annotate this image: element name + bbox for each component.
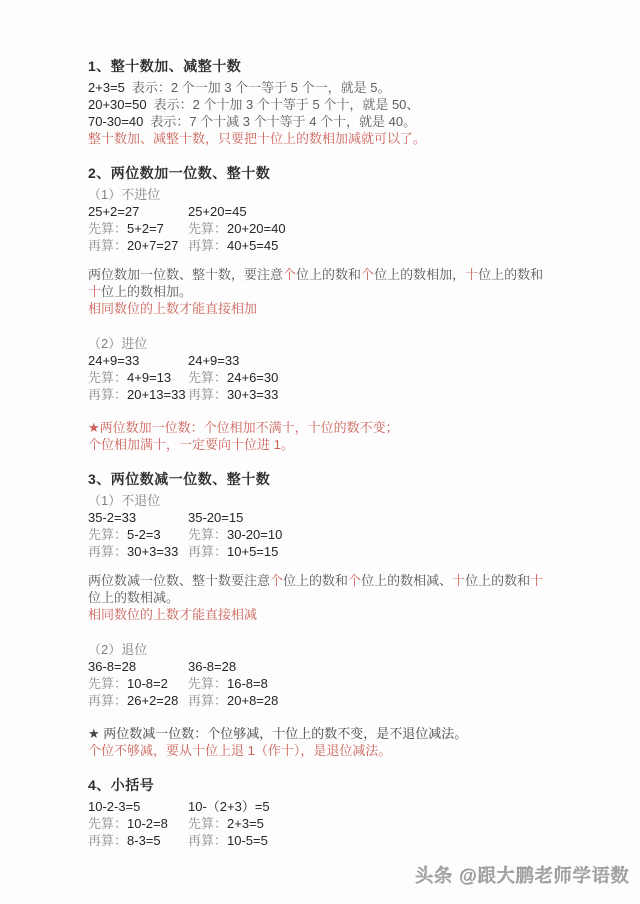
- equation-text: 30+3=33: [127, 544, 179, 559]
- equation-row: [88, 352, 558, 369]
- step-label: 先算：: [88, 676, 128, 691]
- equation-text: 35-20=15: [188, 510, 244, 525]
- equation-text: 20+30=50: [88, 97, 147, 112]
- section-1-title: 1、整十数加、减整十数: [88, 58, 242, 74]
- equation-text: 4+9=13: [127, 370, 172, 385]
- equation-text: 26+2=28: [127, 693, 179, 708]
- equation-row: [88, 203, 558, 220]
- step-label: 先算：: [88, 370, 128, 385]
- step-label: 再算：: [88, 387, 128, 402]
- star-rule-line: ★ 两位数减一位数：个位够减，十位上的数不变，是不退位减法。: [88, 726, 468, 741]
- rule-emphasis: 十: [88, 284, 102, 299]
- step-label: 再算：: [88, 544, 128, 559]
- equation-text: 20+20=40: [227, 221, 286, 236]
- watermark-text: 头条 @跟大鹏老师学语数: [415, 866, 630, 886]
- subsection-label: （2）进位: [88, 336, 148, 351]
- subsection-label: （1）不退位: [88, 493, 161, 508]
- rule-emphasis: 个: [361, 267, 375, 282]
- step-label: 先算：: [88, 221, 128, 236]
- equation-text: 10+5=15: [227, 544, 279, 559]
- equation-text: 10-2=8: [127, 816, 168, 831]
- rule-text: 位上的数相加。: [101, 284, 193, 299]
- rule-highlight: 相同数位的上数才能直接相减: [88, 607, 258, 622]
- subsection-label: （2）退位: [88, 642, 148, 657]
- equation-text: 2+3=5: [88, 80, 125, 95]
- equation-row: [88, 237, 558, 254]
- equation-text: 25+2=27: [88, 204, 140, 219]
- equation-text: 20+7=27: [127, 238, 179, 253]
- equation-text: 5-2=3: [127, 527, 161, 542]
- explanation-text: 表示：2 个一加 3 个一等于 5 个一，就是 5。: [131, 80, 391, 95]
- equation-text: 10-8=2: [127, 676, 168, 691]
- star-rule-line: 个位相加满十，一定要向十位进 1。: [88, 437, 294, 452]
- equation-row: [88, 675, 558, 692]
- equation-row: [88, 509, 558, 526]
- rule-emphasis: 十: [530, 573, 544, 588]
- equation-text: 24+6=30: [227, 370, 279, 385]
- step-label: 再算：: [88, 693, 128, 708]
- equation-row: [88, 798, 558, 815]
- equation-text: 10-5=5: [227, 833, 268, 848]
- step-label: 再算：: [188, 238, 228, 253]
- equation-text: 20+13=33: [127, 387, 186, 402]
- equation-text: 30-20=10: [227, 527, 283, 542]
- explain-line: [88, 79, 558, 96]
- section-4-title: 4、小括号: [88, 777, 155, 793]
- rule-paragraph: [88, 572, 558, 606]
- section-3-title: 3、两位数减一位数、整十数: [88, 471, 271, 487]
- rule-emphasis: 个: [348, 573, 362, 588]
- equation-text: 24+9=33: [188, 353, 240, 368]
- step-label: 再算：: [88, 238, 128, 253]
- rule-paragraph: [88, 266, 558, 300]
- equation-text: 5+2=7: [127, 221, 164, 236]
- rule-emphasis: 十: [465, 267, 479, 282]
- equation-text: 8-3=5: [127, 833, 161, 848]
- rule-text: 两位数加一位数、整十数，要注意: [88, 267, 284, 282]
- equation-text: 30+3=33: [227, 387, 279, 402]
- equation-text: 36-8=28: [88, 659, 137, 674]
- star-rule-line: ★两位数加一位数：个位相加不满十，十位的数不变；: [88, 420, 399, 435]
- equation-text: 10-2-3=5: [88, 799, 141, 814]
- equation-text: 25+20=45: [188, 204, 247, 219]
- equation-text: 24+9=33: [88, 353, 140, 368]
- explain-line: [88, 113, 558, 130]
- explanation-text: 表示：2 个十加 3 个十等于 5 个十，就是 50、: [153, 97, 420, 112]
- explanation-text: 表示：7 个十减 3 个十等于 4 个十，就是 40。: [150, 114, 417, 129]
- step-label: 先算：: [188, 221, 228, 236]
- rule-text: 位上的数相减。: [88, 590, 180, 605]
- equation-text: 16-8=8: [227, 676, 268, 691]
- subsection-label: （1）不进位: [88, 187, 161, 202]
- step-label: 再算：: [188, 833, 228, 848]
- step-label: 先算：: [188, 676, 228, 691]
- rule-text: 位上的数和: [478, 267, 544, 282]
- step-label: 先算：: [88, 816, 128, 831]
- equation-row: [88, 692, 558, 709]
- rule-text: 两位数减一位数、整十数要注意: [88, 573, 271, 588]
- rule-emphasis: 个: [270, 573, 284, 588]
- equation-row: [88, 220, 558, 237]
- step-label: 再算：: [188, 387, 228, 402]
- equation-text: 2+3=5: [227, 816, 264, 831]
- step-label: 先算：: [88, 527, 128, 542]
- equation-row: [88, 543, 558, 560]
- rule-highlight: 整十数加、减整十数，只要把十位上的数相加减就可以了。: [88, 131, 427, 146]
- equation-text: 35-2=33: [88, 510, 137, 525]
- step-label: 先算：: [188, 370, 228, 385]
- equation-text: 70-30=40: [88, 114, 144, 129]
- step-label: 先算：: [188, 527, 228, 542]
- equation-text: 36-8=28: [188, 659, 237, 674]
- step-label: 再算：: [188, 544, 228, 559]
- equation-row: [88, 832, 558, 849]
- section-1: [88, 58, 558, 147]
- equation-row: [88, 815, 558, 832]
- explain-line: [88, 96, 558, 113]
- rule-emphasis: 十: [452, 573, 466, 588]
- step-label: 再算：: [188, 693, 228, 708]
- rule-text: 位上的数和: [465, 573, 531, 588]
- step-label: 先算：: [188, 816, 228, 831]
- equation-row: [88, 658, 558, 675]
- equation-text: 40+5=45: [227, 238, 279, 253]
- rule-text: 位上的数和: [283, 573, 349, 588]
- rule-text: 位上的数相减、: [361, 573, 453, 588]
- equation-row: [88, 386, 558, 403]
- section-3: [88, 471, 558, 759]
- rule-emphasis: 个: [283, 267, 297, 282]
- equation-text: 20+8=28: [227, 693, 279, 708]
- star-rule-line: 个位不够减，要从十位上退 1（作十），是退位减法。: [88, 743, 392, 758]
- section-4: [88, 777, 558, 849]
- section-2: [88, 165, 558, 453]
- rule-text: 位上的数相加，: [374, 267, 466, 282]
- equation-row: [88, 526, 558, 543]
- rule-highlight: 相同数位的上数才能直接相加: [88, 301, 258, 316]
- section-2-title: 2、两位数加一位数、整十数: [88, 165, 271, 181]
- equation-text: 10-（2+3）=5: [188, 799, 270, 814]
- rule-text: 位上的数和: [296, 267, 362, 282]
- equation-row: [88, 369, 558, 386]
- step-label: 再算：: [88, 833, 128, 848]
